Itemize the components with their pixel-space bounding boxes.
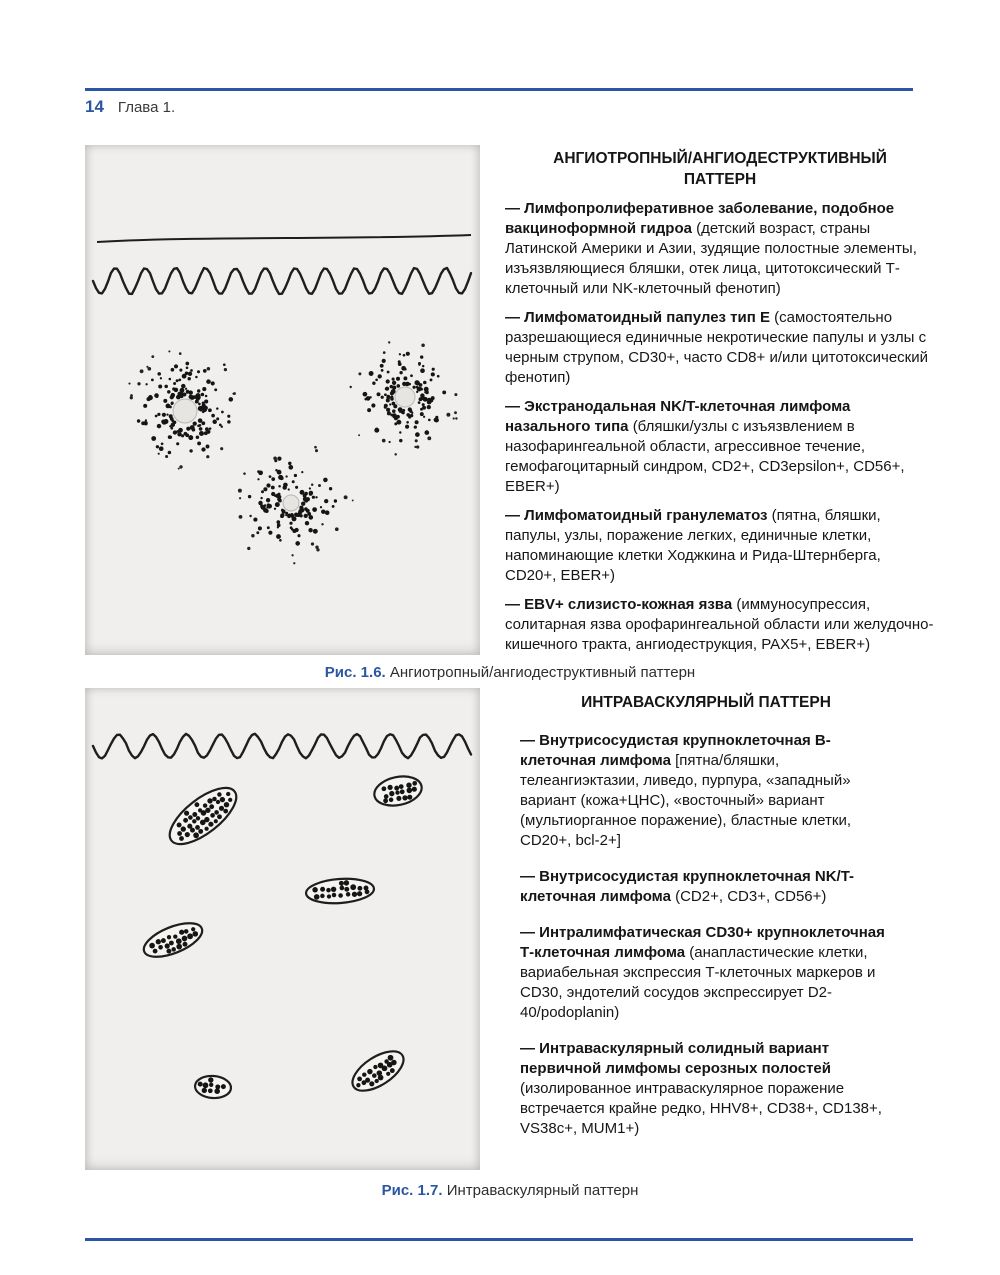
item-detail: (иммуносупрессия, солитарная язва орофарингеальной области или желудочно-кишечного тракта, ангиодеструкция, PAX5+, EBER+) <box>505 596 934 653</box>
figure-1-7-caption <box>85 1182 935 1199</box>
pattern-item <box>505 308 935 388</box>
item-lead: — Интралимфатическая CD30+ крупноклеточная Т-клеточная лимфома <box>520 924 885 961</box>
item-detail: (анапластические клетки, вариабельная экспрессия Т-клеточных маркеров и CD30, эндотелий сосудов экспрессирует D2-40/podoplanin) <box>520 944 876 1021</box>
chapter-title: Глава 1. <box>117 99 176 116</box>
item-lead: — Внутрисосудистая крупноклеточная B-клеточная лимфома <box>520 732 831 769</box>
pattern-item <box>520 867 892 907</box>
intravascular-pattern-drawing <box>85 688 480 1170</box>
item-lead: — Внутрисосудистая крупноклеточная NK/T-клеточная лимфома <box>520 868 855 905</box>
pattern-item <box>520 731 892 851</box>
angiotropic-pattern-drawing <box>85 145 480 655</box>
item-detail: (самостоятельно разрешающиеся единичные некротические папулы и узлы с черным струпом, CD30+, часто CD8+ и/или цитотоксический фенотип) <box>505 309 928 386</box>
item-lead: — Лимфопролиферативное заболевание, подобное вакциноформной гидроа <box>505 200 895 237</box>
item-detail: (пятна, бляшки, папулы, узлы, поражение легких, единичные клетки, напоминающие клетки Ходжкина и Рида-Штернберга, CD20+, EBER+) <box>505 507 881 584</box>
item-detail: (CD2+, CD3+, CD56+) <box>675 888 827 905</box>
pattern-item <box>520 923 892 1023</box>
figure-1-6-caption <box>85 664 935 681</box>
section-heading: АНГИОТРОПНЫЙ/АНГИОДЕСТРУКТИВНЫЙ ПАТТЕРН <box>553 150 887 188</box>
pattern-item <box>505 199 935 299</box>
pattern-item <box>505 506 935 586</box>
pattern-item <box>505 595 935 655</box>
section-heading: ИНТРАВАСКУЛЯРНЫЙ ПАТТЕРН <box>581 694 831 711</box>
item-lead: — Лимфоматоидный гранулематоз <box>505 507 768 524</box>
caption-label: Рис. 1.6. <box>324 664 386 681</box>
page-header <box>85 97 175 117</box>
figure-1-7-illustration <box>85 688 480 1170</box>
caption-label: Рис. 1.7. <box>381 1182 443 1199</box>
figure-1-6-illustration <box>85 145 480 655</box>
pattern-item <box>520 1039 892 1139</box>
item-lead: — EBV+ слизисто-кожная язва <box>505 596 733 613</box>
item-lead: — Экстранодальная NK/T-клеточная лимфома назального типа <box>505 398 851 435</box>
section-intravascular <box>520 692 892 1155</box>
bottom-rule <box>85 1238 913 1241</box>
caption-text: Ангиотропный/ангиодеструктивный паттерн <box>389 664 696 681</box>
item-detail: (изолированное интраваскулярное поражение встречается крайне редко, HHV8+, CD38+, CD138+, VS38c+, MUM1+) <box>520 1080 882 1137</box>
item-detail: (бляшки/узлы с изъязвлением в назофарингеальной области, агрессивное течение, гемофагоцитарный синдром, CD2+, CD3epsilon+, CD56+, EBER+) <box>505 418 905 495</box>
item-lead: — Лимфоматоидный папулез тип E <box>505 309 770 326</box>
section-angiotropic <box>505 148 935 664</box>
page-number: 14 <box>85 97 104 116</box>
item-detail: [пятна/бляшки, телеангиэктазии, ливедо, пурпура, «западный» вариант (кожа+ЦНС), «восточный» вариант (мультиорганное поражение), бластные клетки, CD20+, bcl-2+] <box>520 752 852 849</box>
pattern-item <box>505 397 935 497</box>
item-detail: (детский возраст, страны Латинской Америки и Азии, зудящие полостные элементы, изъязвляющиеся бляшки, отек лица, цитотоксический Т-клеточный или NK-клеточный фенотип) <box>505 220 917 297</box>
item-lead: — Интраваскулярный солидный вариант первичной лимфомы серозных полостей <box>520 1040 831 1077</box>
caption-text: Интраваскулярный паттерн <box>446 1182 639 1199</box>
top-rule <box>85 88 913 91</box>
